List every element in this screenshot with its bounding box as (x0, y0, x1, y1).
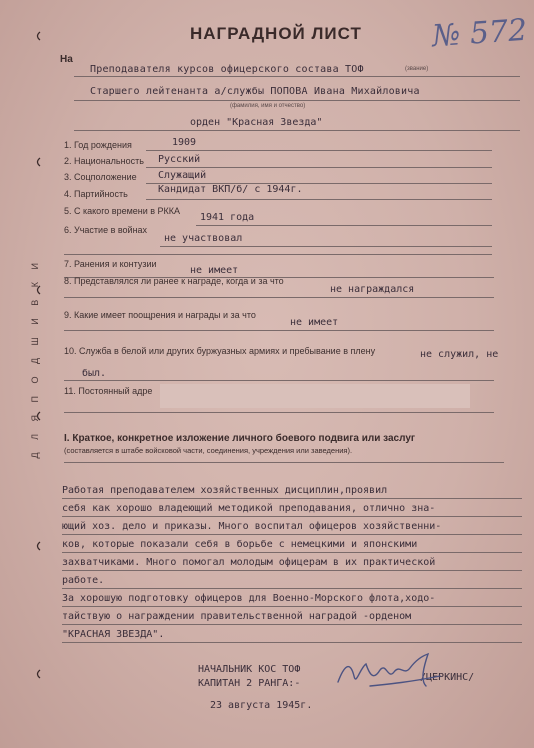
handwritten-number: № 572 (430, 12, 529, 55)
citation-line: работе. (62, 575, 105, 586)
citation-line: ющий хоз. дело и приказы. Много воспитал офицеров хозяйственни- (62, 521, 442, 532)
field-label-rkka-since: 5. С какого времени в РККА (64, 206, 181, 216)
field-value-white-army: не служил, не (420, 349, 499, 360)
citation-text (62, 482, 522, 644)
field-value-party: Кандидат ВКП/б/ с 1944г. (158, 184, 303, 195)
field-label-party: 4. Партийность (64, 189, 128, 199)
punch-hole-mark (33, 666, 43, 676)
punch-hole-mark (33, 154, 43, 164)
award-requested: орден "Красная Звезда" (190, 117, 323, 128)
citation-line: "КРАСНАЯ ЗВЕЗДА". (62, 629, 165, 640)
recipient-rank: Преподавателя курсов офицерского состава ТОФ (90, 64, 364, 75)
recipient-name: Старшего лейтенанта а/службы ПОПОВА Ивана Михайловича (90, 86, 420, 97)
field-value-wars: не участвовал (164, 233, 243, 244)
field-label-nationality: 2. Национальность (64, 156, 144, 166)
document-title: НАГРАДНОЙ ЛИСТ (190, 24, 362, 43)
citation-line: себя как хорошо владеющий методикой преподавания, отлично зна- (62, 503, 436, 514)
section-heading: I. Краткое, конкретное изложение личного боевого подвига или заслуг (64, 433, 416, 444)
section-subheading: (составляется в штабе войсковой части, соединения, учреждения или заведения). (64, 446, 353, 455)
field-value-social: Служащий (158, 170, 207, 181)
citation-line: тайствую о награждении правительственной наградой -орденом (62, 611, 412, 622)
citation-line: За хорошую подготовку офицеров для Военно-Морского флота,ходо- (62, 593, 436, 604)
punch-hole-mark (33, 28, 43, 38)
field-label-incentives: 9. Какие имеет поощрения и награды и за что (64, 310, 256, 320)
rank-caption: (звание) (405, 66, 429, 72)
side-label: Д Л Я П О Д Ш И В К И (30, 258, 40, 459)
field-label-white-army: 10. Служба в белой или других буржуазных армиях и пребывание в плену (64, 346, 376, 356)
citation-line: ков, которые показали себя в борьбе с немецкими и японскими (62, 539, 418, 550)
field-label-wounds: 7. Ранения и контузии (64, 259, 157, 269)
field-label-wars: 6. Участие в войнах (64, 225, 148, 235)
field-label-previous-awards: 8. Представлялся ли ранее к награде, когда и за что (64, 276, 284, 286)
name-caption: (фамилия, имя и отчество) (230, 103, 306, 109)
field-value-nationality: Русский (158, 154, 201, 165)
signatory-name: /ЦЕРКИНС/ (420, 672, 475, 683)
redacted-address (160, 384, 470, 408)
punch-hole-mark (33, 538, 43, 548)
signatory-rank: КАПИТАН 2 РАНГА:- (198, 678, 301, 689)
field-value-birth-year: 1909 (172, 137, 197, 148)
field-value-wounds: не имеет (190, 265, 239, 276)
na-label: На (60, 54, 73, 65)
citation-line: Работая преподавателем хозяйственных дисциплин,проявил (62, 485, 388, 496)
field-value-rkka-since: 1941 года (200, 212, 255, 223)
field-label-birth-year: 1. Год рождения (64, 140, 132, 150)
handwritten-signature (330, 646, 460, 700)
field-label-address: 11. Постоянный адре (64, 386, 153, 396)
field-value-previous-awards: не награждался (330, 284, 415, 295)
field-value-incentives: не имеет (290, 317, 339, 328)
field-label-social: 3. Соцположение (64, 172, 137, 182)
document-date: 23 августа 1945г. (210, 700, 313, 711)
signatory-position: НАЧАЛЬНИК КОС ТОФ (198, 664, 301, 675)
citation-line: захватчиками. Много помогал молодым офицерам в их практической (62, 557, 436, 568)
field-value-white-army-cont: был. (82, 368, 107, 379)
